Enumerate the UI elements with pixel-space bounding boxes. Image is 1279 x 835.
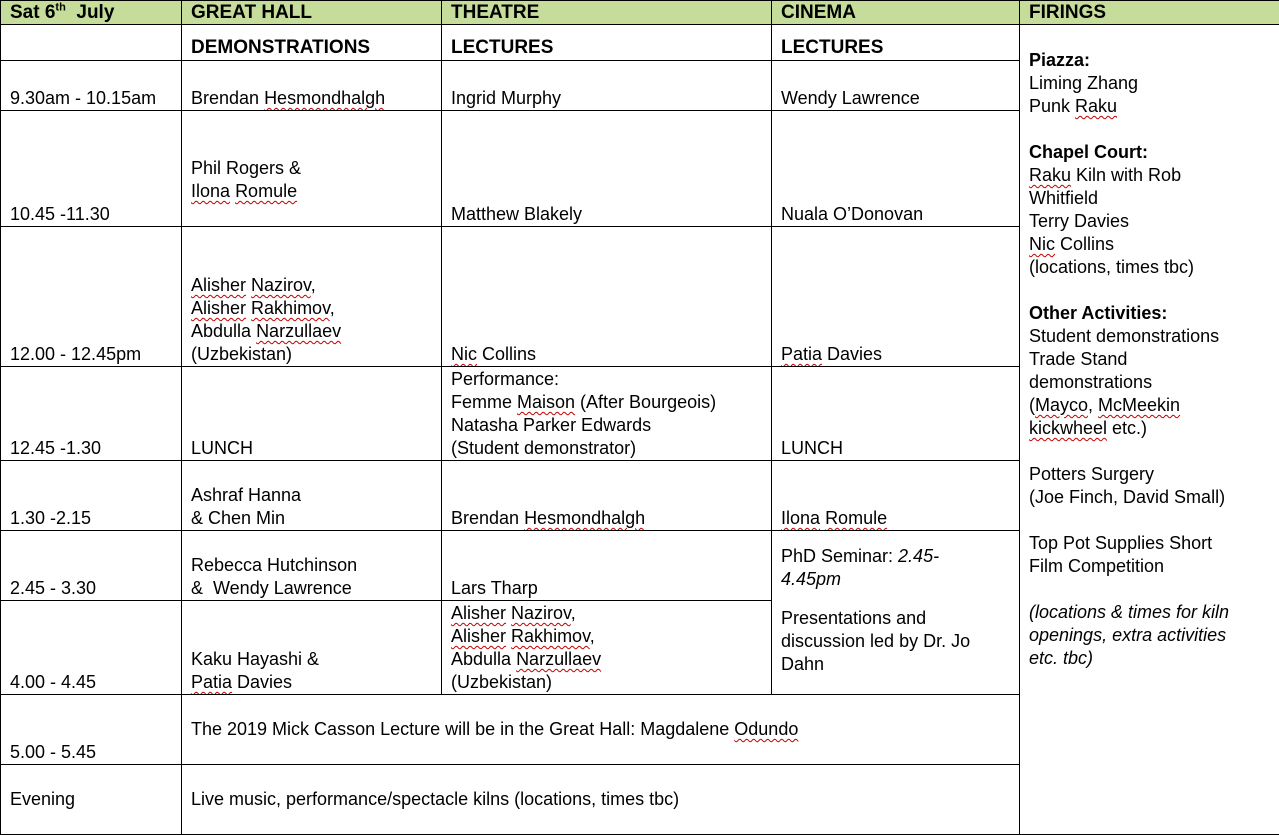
great-hall-cell: Brendan Hesmondhalgh (182, 61, 442, 111)
great-hall-cell: Rebecca Hutchinson & Wendy Lawrence (182, 531, 442, 601)
firings-item: Whitfield (1029, 188, 1099, 208)
firings-item: Punk Raku (1029, 96, 1118, 116)
great-hall-heading: GREAT HALL (182, 1, 442, 25)
spell-marked-word: Raku (1029, 165, 1072, 185)
spell-marked-word: Raku (1075, 96, 1118, 116)
firings-item: (Mayco, McMeekin (1029, 395, 1181, 415)
spell-marked-word: Mayco (1035, 395, 1089, 415)
spell-marked-word: Patia (781, 344, 823, 364)
firings-item: Terry Davies (1029, 211, 1130, 231)
spell-marked-word: Alisher (191, 298, 247, 318)
firings-item: kickwheel etc.) (1029, 418, 1148, 438)
header-row (1, 1, 1279, 25)
spell-marked-word: kickwheel (1029, 418, 1108, 438)
evening-cell: Live music, performance/spectacle kilns (locations, times tbc) (182, 765, 1020, 835)
spell-marked-word: Rakhimov (511, 626, 590, 646)
firings-item: Top Pot Supplies Short (1029, 533, 1213, 553)
spell-marked-word: Nazirov (511, 603, 571, 623)
cinema-cell (772, 461, 1020, 531)
firings-note: (locations & times for kiln (1029, 602, 1230, 622)
time-cell: 4.00 - 4.45 (1, 601, 182, 695)
spell-marked-word: Alisher (191, 275, 247, 295)
firings-note: openings, extra activities (1029, 625, 1227, 645)
firings-cell (1020, 25, 1279, 835)
firings-item: Trade Stand (1029, 349, 1128, 369)
firings-item: Liming Zhang (1029, 73, 1139, 93)
great-hall-cell: Ashraf Hanna & Chen Min (182, 461, 442, 531)
time-cell: 10.45 -11.30 (1, 111, 182, 227)
cinema-heading: CINEMA (772, 1, 1020, 25)
chapel-title: Chapel Court: (1029, 142, 1148, 162)
mick-casson-lecture-cell: The 2019 Mick Casson Lecture will be in the Great Hall: Magdalene Odundo (182, 695, 1020, 765)
spell-marked-word: Odundo (734, 719, 799, 739)
theatre-cell: Nic Collins (442, 227, 772, 367)
firings-note: etc. tbc) (1029, 648, 1094, 668)
theatre-cell: Performance: Femme Maison (After Bourgeois) Natasha Parker Edwards (Student demonstrator) (442, 367, 772, 461)
firings-item: Film Competition (1029, 556, 1165, 576)
theatre-subheading: LECTURES (442, 25, 772, 61)
piazza-title: Piazza: (1029, 50, 1091, 70)
theatre-cell: Alisher Nazirov, Alisher Rakhimov, Abdulla Narzullaev (Uzbekistan) (442, 601, 772, 695)
spell-marked-word: Patia (191, 672, 233, 692)
theatre-cell: Ingrid Murphy (442, 61, 772, 111)
theatre-cell: Matthew Blakely (442, 111, 772, 227)
great-hall-cell: Alisher Nazirov, Alisher Rakhimov, Abdulla Narzullaev (Uzbekistan) (182, 227, 442, 367)
cinema-subheading: LECTURES (772, 25, 1020, 61)
other-title: Other Activities: (1029, 303, 1168, 323)
firings-item: Potters Surgery (1029, 464, 1155, 484)
cinema-cell: LUNCH (772, 367, 1020, 461)
firings-item: Nic Collins (1029, 234, 1115, 254)
spell-marked-word: Alisher (451, 603, 507, 623)
time-cell: Evening (1, 765, 182, 835)
time-cell: 12.00 - 12.45pm (1, 227, 182, 367)
theatre-cell: Lars Tharp (442, 531, 772, 601)
spell-marked-word: Rakhimov (251, 298, 330, 318)
theatre-heading: THEATRE (442, 1, 772, 25)
spell-marked-word: Narzullaev (256, 321, 342, 341)
great-hall-cell: LUNCH (182, 367, 442, 461)
time-cell: 1.30 -2.15 (1, 461, 182, 531)
day-heading: Sat 6th July (1, 1, 182, 25)
spell-marked-word: Romule (235, 181, 298, 201)
phd-seminar-cell: PhD Seminar: 2.45- 4.45pm Presentations and discussion led by Dr. Jo Dahn (772, 531, 1020, 695)
great-hall-subheading: DEMONSTRATIONS (182, 25, 442, 61)
cinema-cell: Patia Davies (772, 227, 1020, 367)
spell-marked-word: Hesmondhalgh (524, 508, 646, 528)
spell-marked-word: Ilona (781, 508, 821, 528)
cinema-cell: Nuala O’Donovan (772, 111, 1020, 227)
spell-marked-word: Maison (517, 392, 576, 412)
theatre-cell: Brendan Hesmondhalgh (442, 461, 772, 531)
time-cell: 9.30am - 10.15am (1, 61, 182, 111)
great-hall-cell: Phil Rogers & Ilona Romule (182, 111, 442, 227)
spell-marked-word: Hesmondhalgh (264, 88, 386, 108)
spell-marked-word: Romule (825, 508, 888, 528)
spell-marked-word: Nic (451, 344, 477, 364)
spell-marked-word: Narzullaev (516, 649, 602, 669)
subheader-time-cell (1, 25, 182, 61)
firings-item: demonstrations (1029, 372, 1153, 392)
spell-marked-word: Nic (1029, 234, 1055, 254)
firings-item: (locations, times tbc) (1029, 257, 1195, 277)
time-cell: 5.00 - 5.45 (1, 695, 182, 765)
firings-item: Raku Kiln with Rob (1029, 165, 1182, 185)
time-cell: 2.45 - 3.30 (1, 531, 182, 601)
firings-heading: FIRINGS (1020, 1, 1279, 25)
spell-marked-word: Nazirov (251, 275, 311, 295)
firings-item: (Joe Finch, David Small) (1029, 487, 1226, 507)
firings-item: Student demonstrations (1029, 326, 1220, 346)
spell-marked-word: McMeekin (1098, 395, 1181, 415)
spell-marked-word: Ilona (191, 181, 231, 201)
time-cell: 12.45 -1.30 (1, 367, 182, 461)
spell-marked-word: Alisher (451, 626, 507, 646)
great-hall-cell: Kaku Hayashi & Patia Davies (182, 601, 442, 695)
subheader-row (1, 25, 1279, 61)
cinema-cell: Wendy Lawrence (772, 61, 1020, 111)
